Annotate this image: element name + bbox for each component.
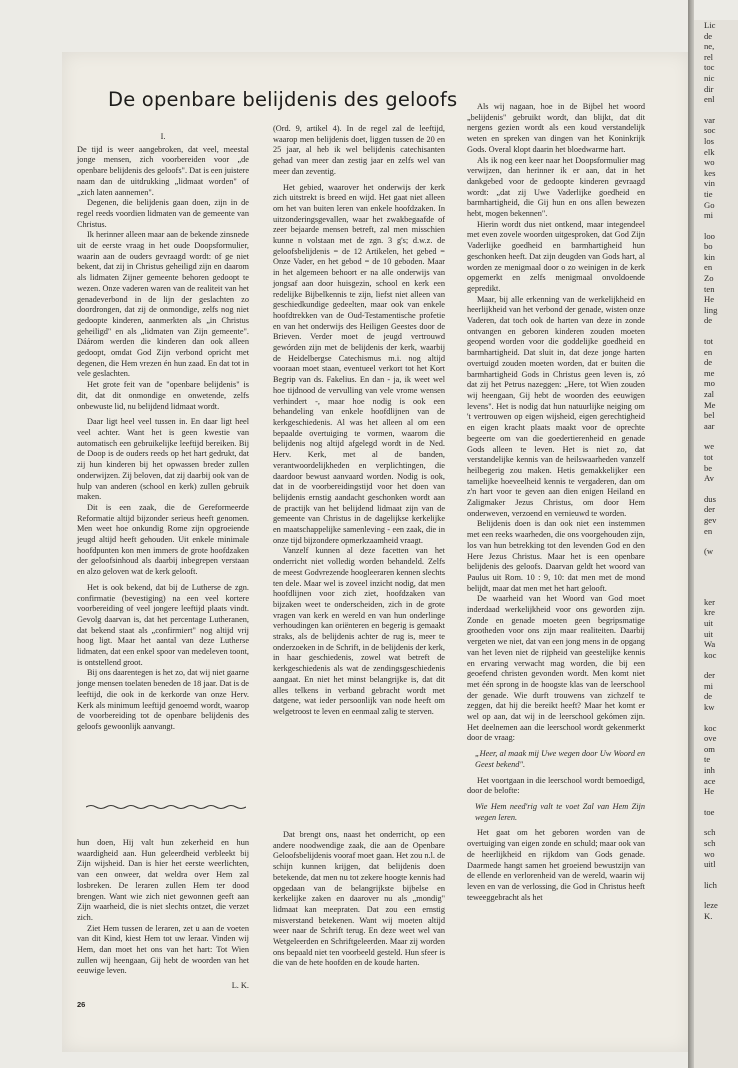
- next-page-fragment: [694, 577, 738, 587]
- next-page-fragment: [694, 221, 738, 231]
- next-page-fragment: koc: [704, 722, 717, 733]
- next-page-fragment: enl: [704, 94, 715, 105]
- next-page-fragment: toc: [704, 62, 715, 73]
- next-page-fragment: [694, 587, 738, 597]
- page-number: 26: [77, 1000, 86, 1009]
- next-page-fragment: ne,: [704, 41, 715, 52]
- next-page-fragment: [694, 797, 738, 807]
- next-page-fragment: te: [704, 754, 711, 765]
- paragraph: Het is ook bekend, dat bij de Lutherse de zgn. confirmatie (bevestiging) na een veel kortere voorbereiding of veel jongere leeftijd plaats vindt. Gevolg daarvan is, dat het percentage Lutheranen, dat bekend staat als „confirmiert" nog altijd vrij hoog ligt. Maar het aantal van deze Lutherse lidmaten, dat een enkel spoor van medeleven toont, is ontstellend groot.: [77, 582, 249, 667]
- next-page-edge: [694, 20, 738, 1068]
- next-page-fragment: los: [704, 135, 715, 146]
- paragraph: Het voortgaan in die leerschool wordt bemoedigd, door de belofte:: [467, 775, 645, 796]
- column-2: [273, 124, 445, 718]
- next-page-fragment: toe: [704, 806, 715, 817]
- paragraph: Ziet Hem tussen de leraren, zet u aan de voeten van dit Kind, kiest Hem tot uw leraar. Vinden wij Hem, dan moet het ons van het hart: Tot Wien zullen wij heengaan, Gij hebt de woorden van het eeuwige leven.: [77, 923, 249, 976]
- next-page-fragment: me: [704, 367, 715, 378]
- section-numeral: I.: [160, 132, 166, 141]
- hymn-quote: „Heer, al maak mij Uwe wegen door Uw Woord en Geest bekend".: [475, 749, 645, 769]
- next-page-fragment: [694, 484, 738, 494]
- paragraph: Als ik nog een keer naar het Doopsformulier mag verwijzen, dan herinner ik er aan, dat in het dankgebed voor de gedoopte kinderen gevraagd wordt: „dat zij Uwe Vaderlijke goedheid en barmhartigheid, die Gij hun en ons allen bewezen hebt, mogen bekennen".: [467, 155, 645, 219]
- next-page-fragment: nic: [704, 72, 715, 83]
- next-page-fragment: [694, 817, 738, 827]
- paragraph: Dit is een zaak, die de Gereformeerde Reformatie altijd bijzonder serieus heeft genomen. Men weet hoe onkundig Rome zijn opgroeiende jeugd altijd heeft gehouden. Uit enkele minimale hoofdpunten kon men immers de grote hoofdzaken der geloofsinhoud als daarbij inbegrepen verstaan en alzo geloven wat de kerk gelooft.: [77, 502, 249, 577]
- next-page-fragment: wo: [704, 157, 715, 168]
- next-page-fragment: en: [704, 262, 713, 273]
- next-page-fragment: [694, 713, 738, 723]
- next-page-fragment: He: [704, 786, 715, 797]
- next-page-fragment: (w: [704, 546, 714, 557]
- next-page-fragment: kes: [704, 167, 716, 178]
- paragraph: Het gebied, waarover het onderwijs der kerk zich uitstrekt is breed en wijd. Het gaat niet alleen om het van buiten leren van enkele hoofdzaken. In uitzonderingsgevallen, waar het zwakbegaafde of zeer bejaarde mensen betreft, zal men misschien kunne n volstaan met de zgn. 3 g's; d.w.z. de geloofsbelijdenis = de 12 Artikelen, het gebed = Onze Vader, en het gebod = de 10 geboden. Maar in het algemeen behoort er na alle onderwijs van jongsaf aan door huisgezin, school en kerk een redelijke Bijbelkennis te zijn, liefst niet alleen van geschiedkundige gedeelten, maar ook van enkele hoofdtrekken van de Oud-Testamentische profetie en van het onderwijs des Heiligen Geestes door de Brieven. Verder moet de jeugd vertrouwd gewórden zijn met de belijdenis der kerk, waarbij de Heidelbergse Catechismus m.i. nog altijd vooraan moet staan, eventueel verkort tot het Kort Begrip van ds. Fakelius. En dan - ja, ik weet wel hoe tijdnood de vervulling van vele vrome wensen verhindert -, maar hoe nodig is ook een behandeling van enkele hoofdlijnen van de kerkgeschiedenis. Al was het alleen al om een bepaalde overtuiging te vormen, waarom die belijdenis nog altijd afgelegd wordt in de Ned. Herv. Kerk, met al de banden, verantwoordelijkheden en verplichtingen, die daardoor bewust aanvaard worden. Nodig is ook, dat in de voorbereidingstijd voor het doen van belijdenis ernstig aandacht geschonken wordt aan de practijk van het belijdend lidmaat zijn van de gemeente van Christus in de dagelijkse kerkelijke en maatschappelijke samenleving - een zaak, die in onze tijd bijzondere opmerkzaamheid vraagt.: [273, 182, 445, 545]
- next-page-fragment: ten: [704, 283, 715, 294]
- next-page-fragment: dir: [704, 83, 714, 94]
- next-page-fragment: sch: [704, 827, 716, 838]
- next-page-fragment: ker: [704, 596, 715, 607]
- next-page-fragment: Wa: [704, 639, 716, 650]
- next-page-fragment: bel: [704, 410, 715, 421]
- column-2-bottom: [273, 830, 445, 969]
- next-page-fragment: Me: [704, 399, 716, 410]
- paragraph: Dat brengt ons, naast het onderricht, op een andere noodwendige zaak, die aan de Openbare Geloofsbelijdenis vooraf moet gaan. Het zou n.l. de schijn kunnen krijgen, dat belijdenis doen betekende, dat men nu tot zekere hoogte kennis had opgedaan van de belangrijkste bijbelse en kerkelijke zaken en daarover nu als „mondig" lidmaat kan meepraten. Dat zou een ernstig misverstand betekenen. Want wij moeten altijd weer naar de Schrift terug. En deze weet wel van Wetgeleerden en Schriftgeleerden. Maar zij worden ons bepaald niet ten voorbeeld gesteld. Hun sfeer is die van de hete hoofden en de koude harten.: [273, 830, 445, 968]
- next-page-fragment: ove: [704, 733, 717, 744]
- next-page-fragment: ling: [704, 304, 718, 315]
- column-3: [467, 102, 645, 903]
- next-page-fragment: uit: [704, 617, 714, 628]
- paragraph: Degenen, die belijdenis gaan doen, zijn in de regel reeds voordien lidmaten van de gemeente van Christus.: [77, 198, 249, 229]
- next-page-fragment: koc: [704, 649, 717, 660]
- paragraph: Daar ligt heel veel tussen in. En daar ligt heel veel achter. Want het is geen kwestie van automatisch een gebruikelijke leeftijd bereiken. Bij de Doop is de ouders reeds op het hart gedrukt, dat zij hun kinderen bij het opwassen breder zullen onderwijzen. Zij beloven, dat zij daarbij ook van de hulp van anderen (school en kerk) zullen gebruik maken.: [77, 417, 249, 502]
- paragraph: Als wij nagaan, hoe in de Bijbel het woord „belijdenis" gebruikt wordt, dan blijkt, dat dit nergens gezien wordt als een koud verstandelijk weten en spreken van dingen van het Koninkrijk Gods. Overal klopt daarin het bloedwarme hart.: [467, 102, 645, 154]
- next-page-fragment: we: [704, 441, 715, 452]
- paragraph: Belijdenis doen is dan ook niet een instemmen met een reeks waarheden, die ons voorgehouden zijn, los van hun betrekking tot den levenden God en den Here Jezus Christus. Maar het is een openbare belijdenis des geloofs. Daarvan geldt het woord van Paulus uit Rom. 10 : 9, 10: dat men met de mond belijdt, maar dat men met het hart gelooft.: [467, 519, 645, 593]
- next-page-fragment: uit: [704, 628, 714, 639]
- next-page-fragment: mi: [704, 210, 714, 221]
- next-page-fragment: de: [704, 691, 713, 702]
- next-page-fragment: [694, 870, 738, 880]
- next-page-fragment: leze: [704, 900, 718, 911]
- next-page-fragment: en: [704, 346, 713, 357]
- next-page-fragment: elk: [704, 146, 715, 157]
- author-signature: L. K.: [231, 981, 249, 991]
- next-page-fragment: aar: [704, 420, 715, 431]
- next-page-fragment: en: [704, 525, 713, 536]
- paragraph: hun doen, Hij valt hun zekerheid en hun waardigheid aan. Hun geleerdheid verbleekt bij Zijn wijsheid. Dan is hier het eerste weerlichten, van een onweer, dat weldra over Hem zal losbreken. De leraren zullen Hem ter dood brengen. Want wie zich niet gewonnen geeft aan Zijn waarheid, die is niet slechts ontzet, die verzet zich.: [77, 838, 249, 922]
- next-page-fragment: [694, 536, 738, 546]
- paragraph: Vanzelf kunnen al deze facetten van het onderricht niet volledig worden behandeld. Zelfs de meest Godvrezende hoogleeraren kennen slechts ten dele. Maar wel is zoveel inzicht nodig, dat men hoofdlijnen voor zich ziet, hoofdzaken van bijzaken weet te onderscheiden, zich in de grote vragen van kerk en wereld en van hun onderlinge verhoudingen kan oriënteren en begerig is gemaakt straks, als de belijdenis achter de rug is, meer te onderzoeken in de Schrift, in de belijdenis der kerk, in haar geschiedenis, zowel wat betreft de kerkgeschiedenis als wat de zendingsgeschiedenis aangaat. En niet het minst belangrijke is, dat dit alles telkens in verband gebracht wordt met datgene, wat ieder persoonlijk van node heeft om welgetroost te leven en eenmaal zalig te sterven.: [273, 546, 445, 716]
- next-page-fragment: tot: [704, 451, 714, 462]
- next-page-fragment: [694, 567, 738, 577]
- next-page-fragment: lich: [704, 879, 717, 890]
- paragraph: Bij ons daarentegen is het zo, dat wij niet gaarne jonge mensen toelaten beneden de 18 jaar. Dat is de leeftijd, die ook in de kerkorde van onze Herv. Kerk als minimum leeftijd genoemd wordt, waarop de voorbereiding tot de openbare belijdenis des geloofs gewoonlijk aanvangt.: [77, 668, 249, 731]
- next-page-fragment: vin: [704, 178, 715, 189]
- next-page-fragment: gev: [704, 514, 717, 525]
- next-page-fragment: [694, 431, 738, 441]
- paragraph: Maar, bij alle erkenning van de werkelijkheid en heerlijkheid van het verbond der genade, wisten onze Vaderen, dat toch ook de harten van deze in zonde ontvangen en geboren kinderen zouden moeten geopend worden voor die goddelijke goedheid en barmhartigheid. Dat sluit in, dat deze jonge harten overtuigd zouden moeten worden, dat er buiten die barmhartigheid Gods in Christus geen leven is, zó dat zij het Petrus nazeggen: „Here, tot Wien zouden wij heengaan, Gij hebt de woorden des eeuwigen levens". Het is nodig dat hun natuurlijke neiging om 't vertrouwen op eigen wijsheid, eigen gerechtigheid en eigen kracht plaats maakt voor de oprechte begeerte om van die goedertierenheid en genade Gods alleen te leven. Het is niet zo, dat verstandelijke kennis van de heilswaarheden vanzelf heilbegerig zou maken. Hetis gemakkelijker een tamelijke hoeveelheid kennis te vergaderen, dan om z'n hart voor te geven aan dien enigen Heiland en Zaligmaker Jezus Christus, om door Hem onderweven, verzoend en vernieuwd te worden.: [467, 294, 645, 518]
- next-page-fragment: [694, 890, 738, 900]
- paragraph: (Ord. 9, artikel 4). In de regel zal de leeftijd, waarop men belijdenis doet, liggen tussen de 20 en 25 jaar, al heb ik wel belijdenis catechisanten gehad van meer dan zestig jaar en zelfs wel van meer dan zeventig.: [273, 124, 445, 176]
- next-page-fragment: bo: [704, 241, 713, 252]
- next-page-fragment: Zo: [704, 273, 714, 284]
- paragraph: De waarheid van het Woord van God moet inderdaad werkelijkheid voor ons geworden zijn. Zonde en genade moeten geen begripsmatige grootheden voor ons zijn maar realiteiten. Daarbij vergeten we niet, dat van een jong mens in de opgang van het leven niet de rijpheid van geestelijke kennis en ervaring verwacht mag worden, die bij een geoefend christen gevonden wordt. Men komt niet met één sprong in de hoogste klas van de leerschool der genade. Wie durft trouwens van zichzelf te zeggen, dat hij die bereikt heeft? Maar het komt er wel op aan, dat wij in de leerschool gekómen zijn. Het deelnemen aan die leerschool wordt gekenmerkt door de vraag:: [467, 594, 645, 743]
- next-page-fragment: tie: [704, 188, 713, 199]
- wavy-divider: [86, 804, 246, 810]
- next-page-fragment: kw: [704, 702, 715, 713]
- next-page-fragment: K.: [704, 910, 713, 921]
- next-page-fragment: [694, 326, 738, 336]
- next-page-fragment: var: [704, 114, 715, 125]
- next-page-fragment: sch: [704, 838, 716, 848]
- column-1: [77, 132, 249, 733]
- next-page-fragment: mo: [704, 378, 715, 389]
- next-page-fragment: [694, 557, 738, 567]
- next-page-fragment: inh: [704, 765, 715, 776]
- next-page-fragment: zal: [704, 389, 715, 399]
- paragraph: Hierin wordt dus niet ontkend, maar integendeel met even zovele woorden uitgesproken, dat God Zijn Vaderlijke goedheid en barmhartigheid hun geschonken heeft. Dat zijn deugden van Gods hart, al worden ze menigmaal door o zo weinigen in de kerk opgemerkt en zelfs menigmaal onvoldoende gepredikt.: [467, 219, 645, 293]
- next-page-fragment: soc: [704, 125, 716, 136]
- next-page-fragment: der: [704, 670, 715, 681]
- next-page-fragment: de: [704, 315, 713, 326]
- article-title: De openbare belijdenis des geloofs: [108, 88, 458, 111]
- paragraph: Ik herinner alleen maar aan de bekende zinsnede uit de eerste vraag in het oude Doopsformulier, waarin aan de ouders gevraagd wordt: of ge niet bekent, dat zij in Christus geheiligd zijn en daarom als lidmaten Zijner gemeente behoren gedoopt te wezen. Onze vaderen waren van de realiteit van het genadeverbond in de lijn der geslachten zo doordrongen, dat zij de onmondige, zelfs nog niet gedoopte kinderen, aanmerkten als „in Christus geheiligd" en als „lidmaten van Zijn gemeente". Dáárom werden die kinderen dan ook alleen gedoopt, omdat God Zijn verbond opricht met degenen, die Hem vrezen én hun zaad. En dat tot in vele geslachten.: [77, 230, 249, 379]
- next-page-fragment: tot: [704, 336, 714, 347]
- next-page-fragment: de: [704, 30, 713, 41]
- paragraph: Het grote feit van de "openbare belijdenis" is dit, dat dit onmondige en onwetende, zelfs onbewuste lid, nu belijdend lidmaat wordt.: [77, 380, 249, 411]
- next-page-fragment: [694, 105, 738, 115]
- next-page-fragment: loo: [704, 230, 715, 241]
- next-page-fragment: Go: [704, 199, 715, 210]
- next-page-fragment: wo: [704, 848, 715, 859]
- hymn-quote: Wie Hem need'rig valt te voet Zal van Hem Zijn wegen leren.: [475, 802, 645, 822]
- next-page-fragment: kre: [704, 607, 715, 618]
- next-page-fragment: Lic: [704, 20, 716, 30]
- next-page-fragment: rel: [704, 51, 714, 62]
- next-page-fragment: kin: [704, 251, 715, 262]
- next-page-fragment: der: [704, 504, 715, 515]
- next-page-fragment: uitl: [704, 859, 716, 870]
- next-page-fragment: dus: [704, 493, 716, 504]
- paragraph: Het gaat om het geboren worden van de overtuiging van eigen zonde en schuld; maar ook van de heerlijkheid en rijkdom van Gods genade. Daarmede hangt samen het groeiend bewustzijn van de ellende en verlorenheid van de wereld, waarin wij leven en van de verlossing, die God in Christus heeft teweeggebracht als het: [467, 828, 645, 902]
- next-page-fragment: mi: [704, 680, 714, 691]
- paragraph: De tijd is weer aangebroken, dat veel, meestal jonge mensen, zich voorbereiden voor „de openbare belijdenis des geloofs". Dat is een juistere naam dan de uitdrukking „lidmaat worden" of „zich laten aannemen".: [77, 144, 249, 197]
- next-page-fragment: de: [704, 357, 713, 368]
- next-page-fragment: [694, 660, 738, 670]
- next-page-fragment: Av: [704, 473, 714, 484]
- next-page-fragment: be: [704, 462, 713, 473]
- next-page-fragment: He: [704, 294, 715, 305]
- next-page-fragment: om: [704, 743, 715, 754]
- next-page-fragment: ace: [704, 775, 716, 786]
- column-1-bottom: [77, 838, 249, 992]
